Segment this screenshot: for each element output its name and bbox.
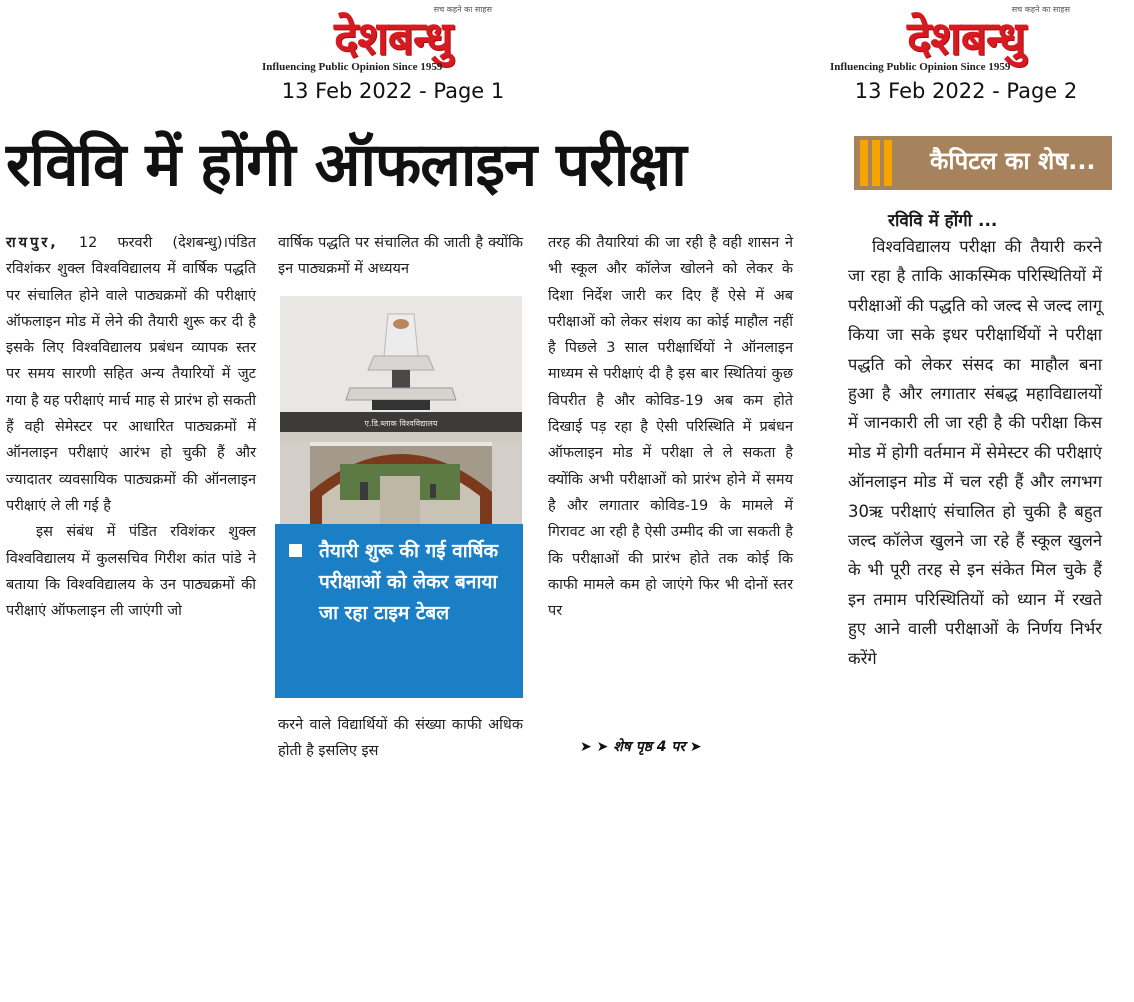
masthead-strap: सच कहने का साहस — [1011, 5, 1070, 14]
article-paragraph: इस संबंध में पंडित रविशंकर शुक्ल विश्वविद्यालय में कुलसचिव गिरीश कांत पांडे ने बताया कि विश्वविद्यालय के उन पाठ्यक्रमों की परीक्षाएं ऑफलाइन ली जाएंगी जो — [6, 524, 256, 620]
continuation-title: रविवि में होंगी ... — [888, 211, 998, 231]
banner-bars-icon — [860, 140, 890, 186]
masthead-page2 — [822, 4, 1110, 103]
continuation-body — [848, 232, 1102, 673]
highlight-quote-box — [275, 524, 523, 698]
article-paragraph: तरह की तैयारियां की जा रही है वही शासन ने भी स्कूल और कॉलेज खोलने को लेकर के दिशा निर्देश जारी कर दिए हैं ऐसे में अब परीक्षाओं को लेकर संशय का कोई माहौल नहीं है पिछले 3 साल परीक्षार्थियों ने ऑनलाइन माध्यम से परीक्षाएं दी है इस बार स्थितियां कुछ विपरीत है और कोविड-19 अब कम होते दिखाई पड़ रहा है ऐसी परिस्थिति में प्रबंधन ऑफलाइन मोड में परीक्षा ले ले सकता है क्योंकि अभी परीक्षाओं को प्रारंभ होने में समय है और लगातार कोविड-19 के मामले में गिरावट आ रही है ऐसी उम्मीद की जा सकती है कि परीक्षाओं की प्रारंभ होते तक कोई कि काफी मामले कम हो जाएंगे फिर भी दोनों स्तर पर — [548, 235, 793, 620]
section-banner — [854, 136, 1112, 190]
square-bullet-icon — [289, 544, 302, 557]
paragraph-text: 12 फरवरी (देशबन्धु)।पंडित रविशंकर शुक्ल विश्वविद्यालय में वार्षिक पद्धति पर संचालित होने वाले पाठ्यक्रमों की परीक्षाएं ऑफलाइन मोड में लेने की तैयारी शुरू कर दी है इसके लिए विश्वविद्यालय प्रबंधन व्यापक स्तर पर समय सारणी सहित अन्य तैयारियों में जुट गया है यह परीक्षाएं मार्च माह से प्रारंभ हो सकती हैं वही सेमेस्टर पर आधारित पाठ्यक्रमों में ऑनलाइन परीक्षाएं आरंभ हो चुकी हैं और ज्यादातर व्यवसायिक पाठ्यक्रमों की ऑनलाइन परीक्षाएं ले ली गई है — [6, 235, 257, 514]
article-column-2-bottom — [278, 712, 523, 765]
gate-sign-text: ए.डि.ब्लाक विश्वविद्यालय — [364, 419, 438, 428]
masthead-tagline: Influencing Public Opinion Since 1959 — [262, 61, 443, 73]
article-headline: रविवि में होंगी ऑफलाइन परीक्षा — [6, 130, 686, 200]
masthead-page1 — [254, 4, 532, 103]
article-paragraph: वार्षिक पद्धति पर संचालित की जाती है क्योंकि इन पाठ्यक्रमों में अध्ययन — [278, 235, 523, 278]
article-paragraph: विश्वविद्यालय परीक्षा की तैयारी करने जा रहा है ताकि आकस्मिक परिस्थितियों में परीक्षाओं की पद्धति को जल्द से जल्द लागू किया जा सके इधर परीक्षार्थियों ने परीक्षा पद्धति को लेकर संसद का माहौल बना हुआ है और लगातार संबद्ध महाविद्यालयों में जानकारी ली जा रही है की परीक्षा किस मोड में होगी वर्तमान में सेमेस्टर की परीक्षाएं ऑनलाइन मोड में चल रही हैं और लगभग 30ऋ परीक्षाएं संचालित हो चुकी है बहुत जल्द कॉलेज खुलने जा रहे हैं स्कूल खुलने के भी पूरी तरह से इन संकेत मिल चुके हैं इन तमाम परिस्थितियों को ध्यान में रखते हुए आने वाली परीक्षाओं के निर्णय निर्भर करेंगे — [848, 237, 1102, 668]
newspaper-logo: देशबन्धु — [333, 11, 452, 65]
university-gate-photo — [280, 296, 522, 524]
masthead-tagline: Influencing Public Opinion Since 1959 — [830, 61, 1011, 73]
gate-illustration — [280, 296, 522, 524]
continued-on-page-label: ➤ ➤ शेष पृष्ठ 4 पर ➤ — [580, 739, 702, 755]
page-date-label: 13 Feb 2022 - Page 1 — [281, 79, 505, 104]
article-column-1 — [6, 230, 256, 624]
article-column-2-top — [278, 230, 523, 283]
quote-text: तैयारी शुरू की गई वार्षिक परीक्षाओं को लेकर बनाया जा रहा टाइम टेबल — [319, 540, 499, 624]
article-column-3 — [548, 230, 793, 624]
masthead-strap: सच कहने का साहस — [433, 5, 492, 14]
dateline: रायपुर, — [6, 235, 59, 251]
article-paragraph — [6, 230, 256, 519]
newspaper-logo: देशबन्धु — [906, 11, 1025, 65]
article-paragraph: करने वाले विद्यार्थियों की संख्या काफी अधिक होती है इसलिए इस — [278, 717, 523, 760]
page-date-label: 13 Feb 2022 - Page 2 — [854, 79, 1078, 104]
section-banner-label: कैपिटल का शेष... — [930, 147, 1096, 175]
